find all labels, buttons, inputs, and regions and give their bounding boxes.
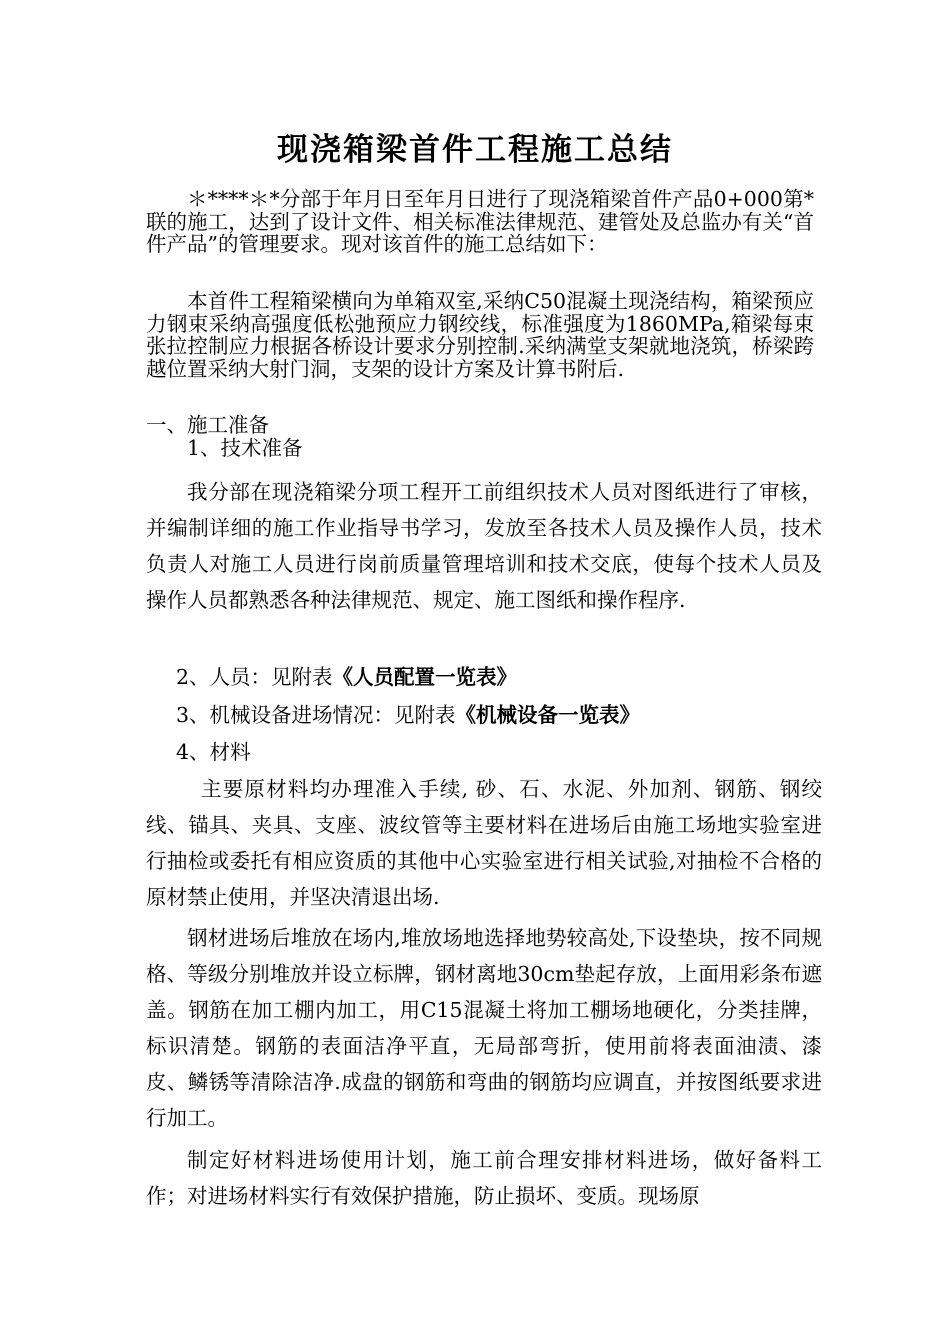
overview-paragraph: 本首件工程箱梁横向为单箱双室,采纳C50混凝土现浇结构，箱梁预应力钢束采纳高强度低松弛预应力钢绞线，标准强度为1860MPa,箱梁每束张拉控制应力根据各桥设计要求分别控制.采纳满堂支架就地浇筑，桥梁跨越位置采纳大射门洞，支架的设计方案及计算书附后. (146, 289, 814, 381)
personnel-table-ref: 《人员配置一览表》 (332, 665, 518, 689)
personnel-label: 2、人员：见附表 (176, 665, 333, 689)
equipment-line (146, 697, 852, 733)
materials-paragraph-3: 制定好材料进场使用计划，施工前合理安排材料进场，做好备料工作；对进场材料实行有效保护措施，防止损坏、变质。现场原 (146, 1148, 822, 1208)
subsection-heading-technical: 1、技术准备 (187, 436, 303, 460)
technical-preparation-paragraph: 我分部在现浇箱梁分项工程开工前组织技术人员对图纸进行了审核，并编制详细的施工作业指导书学习，发放至各技术人员及操作人员，技术负责人对施工人员进行岗前质量管理培训和技术交底，使每个技术人员及操作人员都熟悉各种法律规范、规定、施工图纸和操作程序. (146, 480, 822, 612)
materials-paragraph-2: 钢材进场后堆放在场内,堆放场地选择地势较高处,下设垫块，按不同规格、等级分别堆放并设立标牌，钢材离地30cm垫起存放，上面用彩条布遮盖。钢筋在加工棚内加工，用C15混凝土将加工棚场地硬化，分类挂牌，标识清楚。钢筋的表面洁净平直，无局部弯折，使用前将表面油渍、漆皮、鳞锈等清除洁净.成盘的钢筋和弯曲的钢筋均应调直，并按图纸要求进行加工。 (146, 926, 822, 1130)
equipment-label: 3、机械设备进场情况：见附表 (176, 703, 456, 727)
personnel-line (146, 659, 852, 695)
equipment-table-ref: 《机械设备一览表》 (455, 703, 641, 727)
section-heading-preparation: 一、施工准备 (146, 413, 269, 437)
subsection-heading-materials: 4、材料 (176, 740, 251, 764)
intro-paragraph: ＊****＊*分部于年月日至年月日进行了现浇箱梁首件产品0+000第*联的施工，达到了设计文件、相关标准法律规范、建管处及总监办有关“首件产品”的管理要求。现对该首件的施工总结如下： (146, 187, 814, 257)
materials-paragraph-1: 主要原材料均办理准入手续, 砂、石、水泥、外加剂、钢筋、钢绞线、锚具、夹具、支座、波纹管等主要材料在进场后由施工场地实验室进行抽检或委托有相应资质的其他中心实验室进行相关试验,对抽检不合格的原材禁止使用，并坚决清退出场. (146, 777, 822, 909)
document-title: 现浇箱梁首件工程施工总结 (277, 132, 673, 168)
